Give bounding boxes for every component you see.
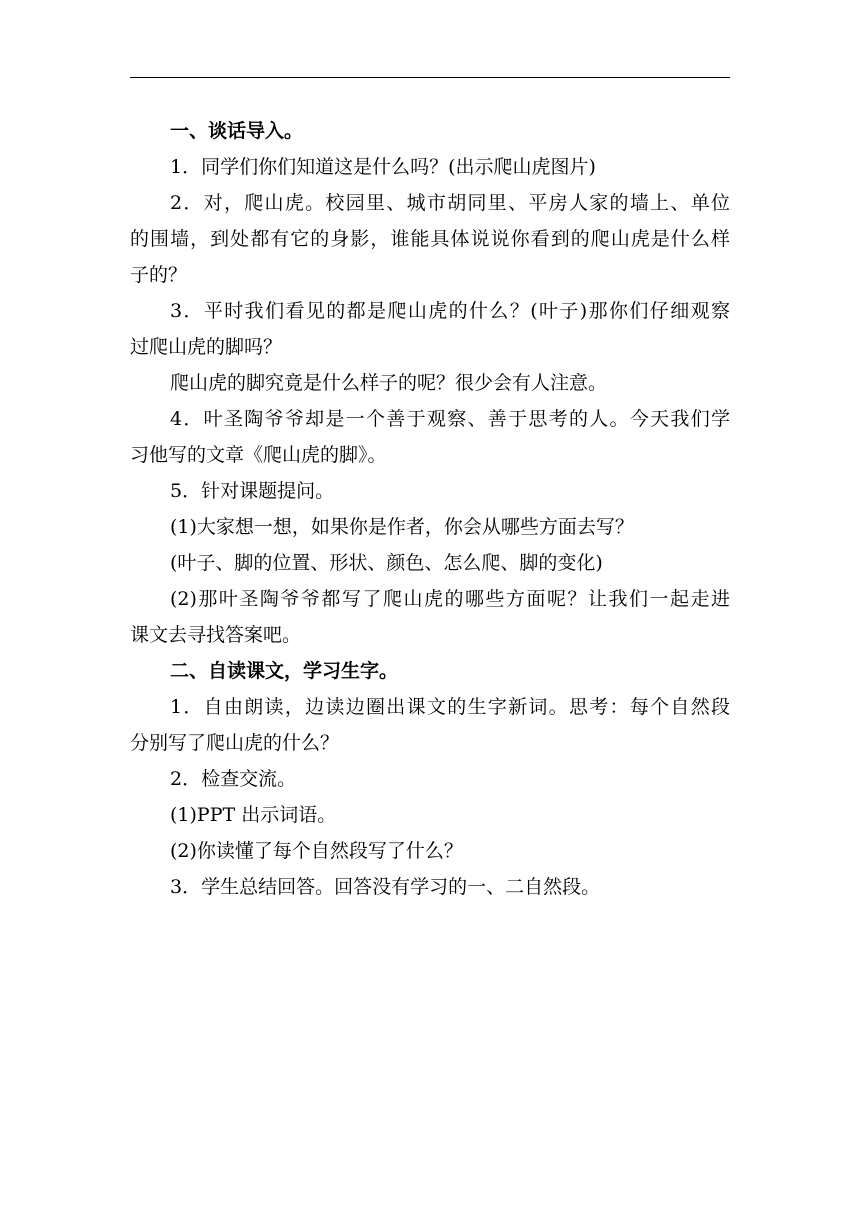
- paragraph-line: 2．检查交流。: [170, 768, 297, 790]
- paragraph-line: 习他写的文章《爬山虎的脚》。: [130, 444, 387, 466]
- header-rule: [130, 77, 730, 78]
- paragraph-line: 子的？: [130, 264, 188, 286]
- paragraph-line: 1．同学们你们知道这是什么吗？(出示爬山虎图片): [170, 156, 596, 178]
- paragraph-line: 过爬山虎的脚吗？: [130, 336, 283, 358]
- paragraph-line: 的围墙，到处都有它的身影，谁能具体说说你看到的爬山虎是什么样: [130, 228, 730, 250]
- section-heading: 一、谈话导入。: [170, 120, 304, 142]
- paragraph-line: 4．叶圣陶爷爷却是一个善于观察、善于思考的人。今天我们学: [170, 408, 730, 430]
- paragraph-line: 5．针对课题提问。: [170, 480, 335, 502]
- paragraph-line: 分别写了爬山虎的什么？: [130, 732, 340, 754]
- paragraph-line: 3．学生总结回答。回答没有学习的一、二自然段。: [170, 876, 601, 898]
- paragraph-line: (1)PPT 出示词语。: [170, 804, 337, 826]
- document-body: [130, 113, 730, 905]
- paragraph-line: 爬山虎的脚究竟是什么样子的呢？很少会有人注意。: [170, 372, 608, 394]
- paragraph-line: (叶子、脚的位置、形状、颜色、怎么爬、脚的变化): [170, 552, 603, 574]
- paragraph-line: (2)你读懂了每个自然段写了什么？: [170, 840, 463, 862]
- paragraph-line: (1)大家想一想，如果你是作者，你会从哪些方面去写？: [170, 516, 634, 538]
- paragraph-line: (2)那叶圣陶爷爷都写了爬山虎的哪些方面呢？让我们一起走进: [170, 588, 730, 610]
- paragraph-line: 课文去寻找答案吧。: [130, 624, 302, 646]
- paragraph-line: 2．对，爬山虎。校园里、城市胡同里、平房人家的墙上、单位: [170, 192, 730, 214]
- paragraph-line: 3．平时我们看见的都是爬山虎的什么？(叶子)那你们仔细观察: [170, 300, 730, 322]
- section-heading: 二、自读课文，学习生字。: [170, 660, 399, 682]
- paragraph-line: 1．自由朗读，边读边圈出课文的生字新词。思考：每个自然段: [170, 696, 730, 718]
